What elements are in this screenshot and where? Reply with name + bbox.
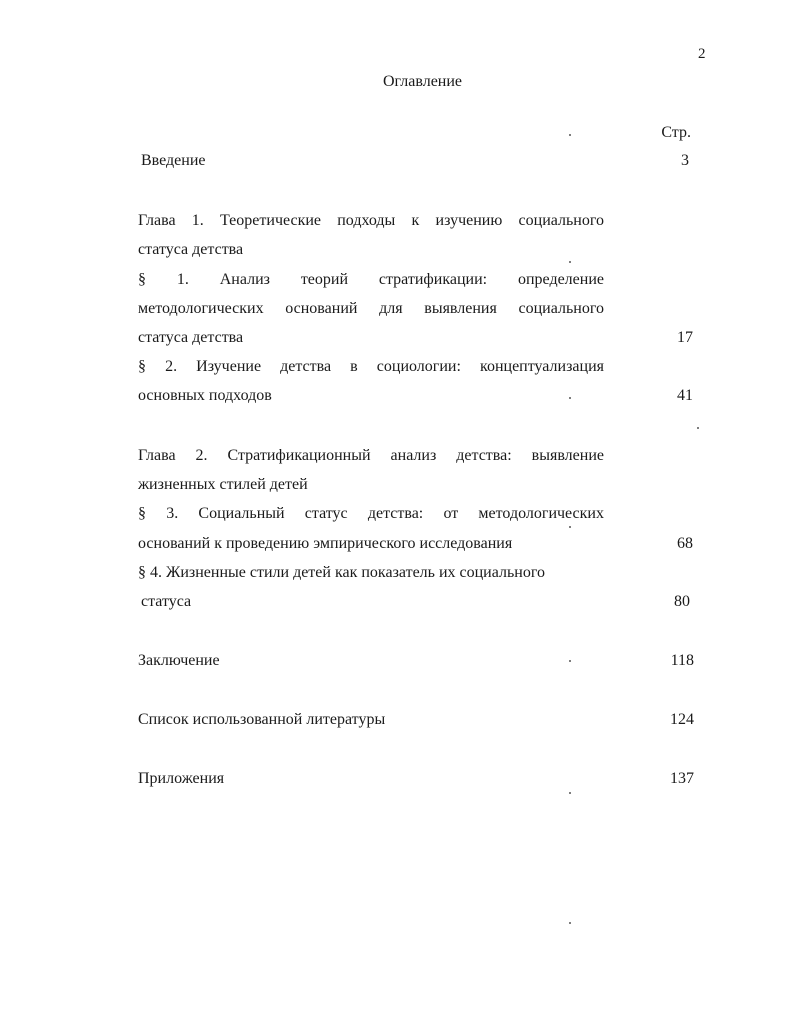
toc-entry-page: 80 (674, 593, 690, 610)
toc-entry-text: § 1. Анализ теорий стратификации: определение (138, 271, 604, 288)
toc-entry-text: статуса (141, 593, 192, 610)
toc-title: Оглавление (382, 73, 463, 90)
toc-entry-page: 124 (670, 711, 694, 728)
toc-entry-text: Заключение (138, 652, 220, 669)
scan-speck (569, 261, 571, 263)
toc-entry-text: Приложения (138, 770, 225, 787)
scan-speck (697, 427, 699, 429)
toc-entry-page: 118 (670, 652, 694, 669)
toc-entry-page: 68 (677, 535, 693, 552)
toc-entry-text: статуса детства (138, 241, 244, 258)
scan-speck (569, 526, 571, 528)
toc-entry-text: Глава 2. Стратификационный анализ детства: выявление (138, 447, 604, 464)
toc-entry-text: оснований к проведению эмпирического исследования (138, 535, 513, 552)
toc-entry-text: Список использованной литературы (138, 711, 386, 728)
toc-entry-text: Введение (141, 152, 206, 169)
scan-speck (569, 792, 571, 794)
toc-entry-page: 3 (681, 152, 689, 169)
scan-speck (569, 397, 571, 399)
toc-entry-text: § 4. Жизненные стили детей как показатель их социального (138, 564, 545, 581)
toc-entry-page: 137 (670, 770, 694, 787)
page-column-header: Стр. (661, 124, 691, 141)
toc-entry-text: основных подходов (138, 387, 272, 404)
toc-entry-page: 17 (677, 329, 693, 346)
toc-entry-text: жизненных стилей детей (138, 476, 308, 493)
toc-entry-page: 41 (677, 387, 693, 404)
page-number: 2 (698, 46, 706, 62)
toc-entry-text: § 3. Социальный статус детства: от методологических (138, 505, 604, 522)
toc-entry-text: статуса детства (138, 329, 244, 346)
scan-speck (569, 922, 571, 924)
scan-speck (569, 660, 571, 662)
scan-speck (569, 134, 571, 136)
toc-entry-text: методологических оснований для выявления социального (138, 300, 604, 317)
toc-entry-text: § 2. Изучение детства в социологии: концептуализация (138, 358, 604, 375)
toc-entry-text: Глава 1. Теоретические подходы к изучению социального (138, 212, 604, 229)
